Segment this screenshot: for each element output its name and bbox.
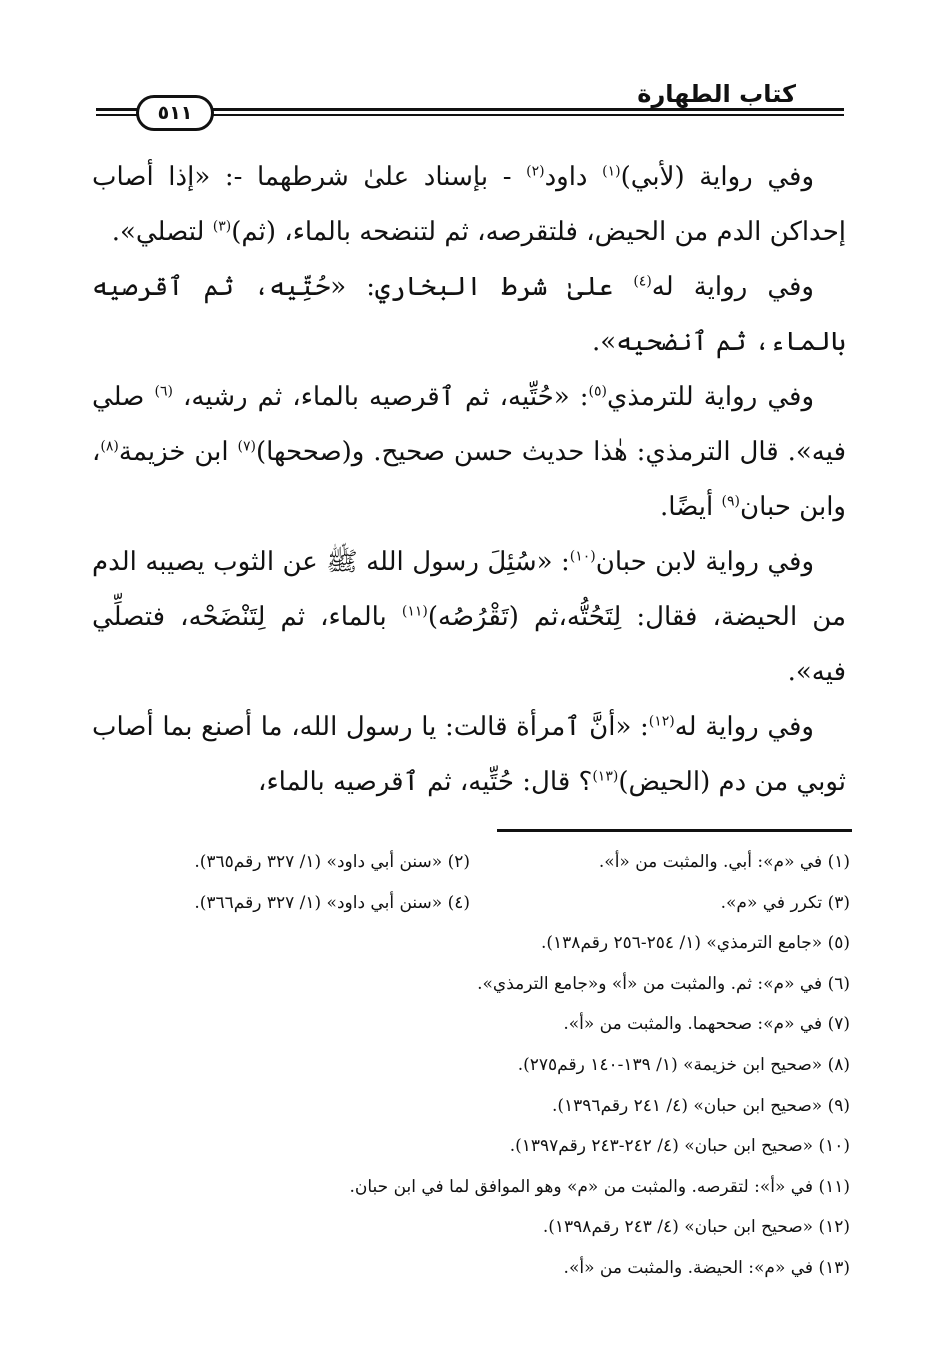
running-header-title: كتاب الطهارة xyxy=(637,80,796,108)
footnote: (٣) تكرر في «م». xyxy=(720,892,850,913)
footnote-marker: (١٢) xyxy=(648,713,675,730)
footnote: (٢) «سنن أبي داود» (١/ ٣٢٧ رقم٣٦٥). xyxy=(194,852,470,872)
body-paragraph xyxy=(92,150,846,260)
body-paragraph xyxy=(92,260,846,370)
body-text-run: وفي رواية لابن حبان xyxy=(595,547,814,577)
footnote-marker: (٥) xyxy=(588,383,607,400)
body-text-run: صلي فيه». قال الترمذي: هٰذا حديث حسن صحيح. و(صححها) xyxy=(92,382,846,467)
footnote: (٤) «سنن أبي داود» (١/ ٣٢٧ رقم٣٦٦). xyxy=(194,892,470,913)
footnote-row xyxy=(90,842,850,883)
footnote-row xyxy=(90,1167,850,1208)
footnote: (٥) «جامع الترمذي» (١/ ٢٥٤-٢٥٦ رقم١٣٨). xyxy=(540,933,850,954)
footnote-row xyxy=(90,1207,850,1248)
body-text-run: وفي رواية له xyxy=(651,272,814,302)
footnote-marker: (١) xyxy=(602,163,621,180)
body-text-run: : «سُئِلَ رسول الله ﷺ عن الثوب يصيبه الدم من الحيضة، فقال: لِتَحُتُّه،ثم (تَقْرُصُه) xyxy=(92,547,846,632)
body-text-run: بالماء، ثم لِتَنْضَحْه، فتصلِّي فيه». xyxy=(92,602,846,687)
footnote: (١٠) «صحيح ابن حبان» (٤/ ٢٤٢-٢٤٣ رقم١٣٩٧). xyxy=(509,1136,850,1157)
body-text-run: ، وابن حبان xyxy=(92,437,846,522)
footnote-row xyxy=(90,964,850,1005)
footnotes xyxy=(90,842,850,1289)
footnote-separator xyxy=(497,829,852,832)
page-number: ٥١١ xyxy=(136,95,214,131)
footnote-row xyxy=(90,1086,850,1127)
footnote-marker: (١٠) xyxy=(569,548,596,565)
footnote: (١٢) «صحيح ابن حبان» (٤/ ٢٤٣ رقم١٣٩٨). xyxy=(542,1217,850,1238)
body-text-run: وفي رواية له xyxy=(674,712,814,742)
footnote-marker: (١١) xyxy=(401,603,428,620)
body-paragraph xyxy=(92,700,846,810)
footnote-marker: (٩) xyxy=(721,493,740,510)
header-rule-left xyxy=(96,108,138,111)
footnote-marker: (٧) xyxy=(237,438,256,455)
body-text-run: : «حُتِّيه، ثم ٱقرصيه بالماء، ثم رشيه، xyxy=(172,382,589,412)
footnote-row xyxy=(90,1045,850,1086)
body-text-run: وفي رواية للترمذي xyxy=(607,382,815,412)
body-text-run: أيضًا. xyxy=(660,492,722,522)
footnote-row xyxy=(90,1248,850,1289)
footnote-marker: (١٣) xyxy=(592,768,619,785)
body-text-run: - بإسناد علىٰ شرطهما -: «إذا أصاب إحداكن الدم من الحيض، فلتقرصه، ثم لتنضحه بالماء، (ثم) xyxy=(92,162,846,247)
footnote-marker: (٦) xyxy=(154,383,173,400)
body-text-run: ؟ قال: حُتِّيه، ثم ٱقرصيه بالماء، xyxy=(258,767,593,797)
footnote: (١) في «م»: أبي. والمثبت من «أ». xyxy=(598,852,850,872)
footnote-row xyxy=(90,1126,850,1167)
footnote: (٩) «صحيح ابن حبان» (٤/ ٢٤١ رقم١٣٩٦). xyxy=(551,1095,850,1116)
body-paragraph xyxy=(92,370,846,535)
footnote: (١١) في «أ»: لتقرصه. والمثبت من «م» وهو الموافق لما في ابن حبان. xyxy=(349,1176,850,1197)
footnote-marker: (٢) xyxy=(526,163,545,180)
footnote-marker: (٤) xyxy=(633,273,652,290)
footnote-marker: (٣) xyxy=(212,218,232,235)
footnote: (٦) في «م»: ثم. والمثبت من «أ» و«جامع الترمذي». xyxy=(477,973,850,994)
footnote-row xyxy=(90,883,850,924)
footnote: (١٣) في «م»: الحيضة. والمثبت من «أ». xyxy=(563,1257,850,1278)
footnote-row xyxy=(90,1004,850,1045)
footnote-marker: (٨) xyxy=(100,438,119,455)
body-text-run: علىٰ شرط البخاري: «حُتِّيه، ثم ٱقرصيه بالماء، ثم ٱنضحيه». xyxy=(92,272,846,357)
body-text-run: وفي رواية (لأبي) xyxy=(620,162,815,192)
header-rule-right-lower xyxy=(208,114,844,116)
header-rule-left-lower xyxy=(96,114,138,116)
footnote-row xyxy=(90,923,850,964)
footnote: (٨) «صحيح ابن خزيمة» (١/ ١٣٩-١٤٠ رقم٢٧٥). xyxy=(517,1054,850,1075)
body-paragraph xyxy=(92,535,846,700)
header-rule-right xyxy=(208,108,844,111)
body-text-run: : «أنَّ ٱمرأة قالت: يا رسول الله، ما أصنع بما أصاب ثوبي من دم (الحيض) xyxy=(92,712,846,797)
body-text-run: داود xyxy=(544,162,603,192)
main-text xyxy=(92,150,846,810)
body-text-run: لتصلي». xyxy=(111,217,213,247)
footnote: (٧) في «م»: صححهما. والمثبت من «أ». xyxy=(563,1014,850,1035)
body-text-run: ابن خزيمة xyxy=(118,437,238,467)
